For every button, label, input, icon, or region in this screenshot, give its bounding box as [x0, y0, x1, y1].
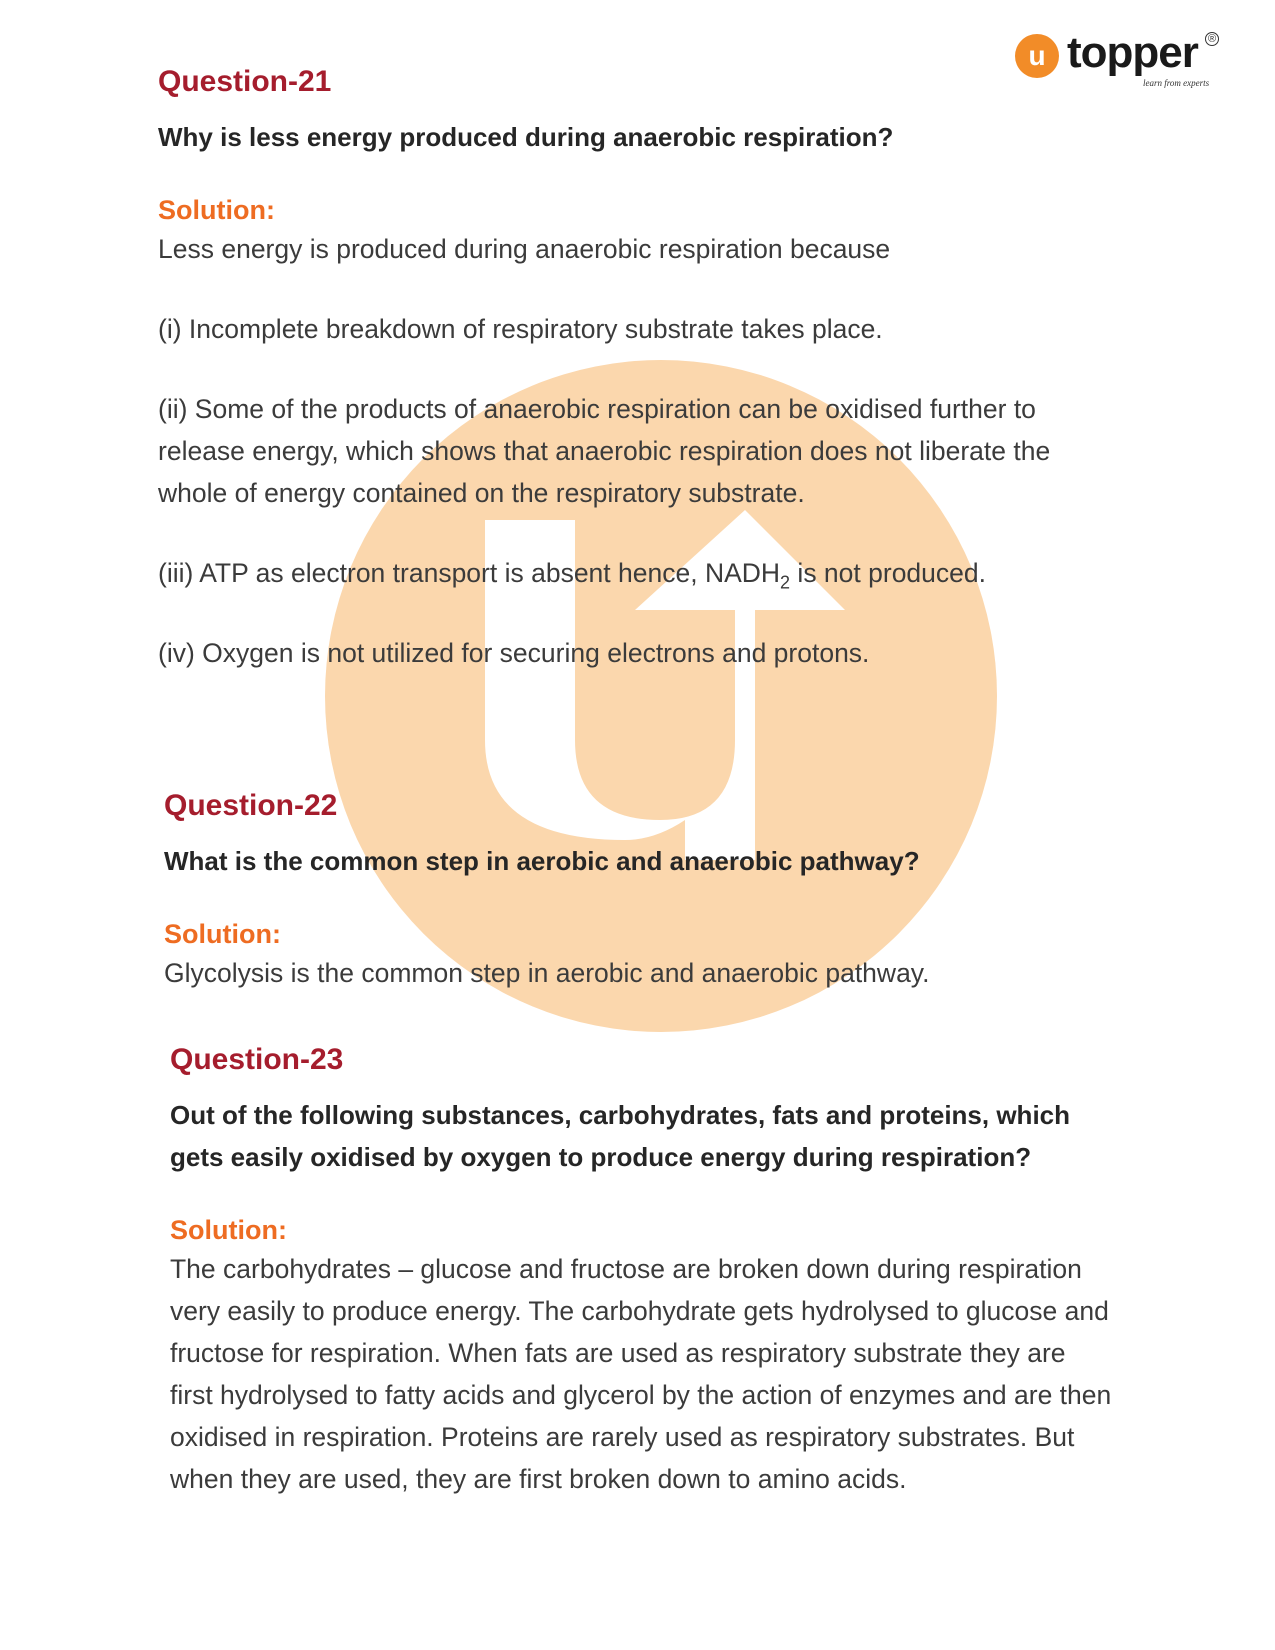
subscript: 2 [780, 572, 791, 593]
question-title: Question-22 [164, 789, 338, 822]
solution-label: Solution: [158, 195, 275, 225]
question-title: Question-23 [170, 1043, 344, 1076]
logo-wordmark: topper [1067, 28, 1198, 77]
question-text: Why is less energy produced during anaerobic respiration? [158, 122, 894, 152]
solution-paragraph: Less energy is produced during anaerobic respiration because [158, 234, 891, 264]
question-text: Out of the following substances, carbohydrates, fats and proteins, which gets easily oxidised by oxygen to produce energy during respiration? [170, 1100, 1071, 1172]
text-segment: is not produced. [790, 558, 986, 588]
solution-paragraph: The carbohydrates – glucose and fructose are broken down during respiration very easily to produce energy. The carbohydrate gets hydrolysed to glucose and fructose for respiration. When fats are used as respiratory substrate they are first hydrolysed to fatty acids and glycerol by the action of enzymes and are then oxidised in respiration. Proteins are rarely used as respiratory substrates. But when they are used, they are first broken down to amino acids. [170, 1254, 1112, 1494]
solution-label: Solution: [164, 919, 281, 949]
question-text: What is the common step in aerobic and anaerobic pathway? [164, 846, 920, 876]
solution-paragraph: (iv) Oxygen is not utilized for securing electrons and protons. [158, 638, 870, 668]
registered-mark: ® [1205, 32, 1219, 46]
question-title: Question-21 [158, 65, 332, 98]
solution-label: Solution: [170, 1215, 287, 1245]
text-segment: (iii) ATP as electron transport is absent hence, NADH [158, 558, 781, 588]
question-23-block [170, 1042, 1130, 1500]
question-21-block [158, 64, 1118, 674]
solution-paragraph: Glycolysis is the common step in aerobic and anaerobic pathway. [164, 958, 930, 988]
question-22-block [164, 788, 1124, 994]
topper-logo [1015, 30, 1225, 94]
solution-paragraph: (ii) Some of the products of anaerobic respiration can be oxidised further to release energy, which shows that anaerobic respiration does not liberate the whole of energy contained on the respiratory substrate. [158, 394, 1051, 508]
solution-paragraph: (i) Incomplete breakdown of respiratory substrate takes place. [158, 314, 883, 344]
logo-badge-icon: u [1015, 34, 1059, 78]
logo-tagline: learn from experts [1143, 78, 1210, 88]
solution-paragraph-iii [158, 552, 1118, 594]
